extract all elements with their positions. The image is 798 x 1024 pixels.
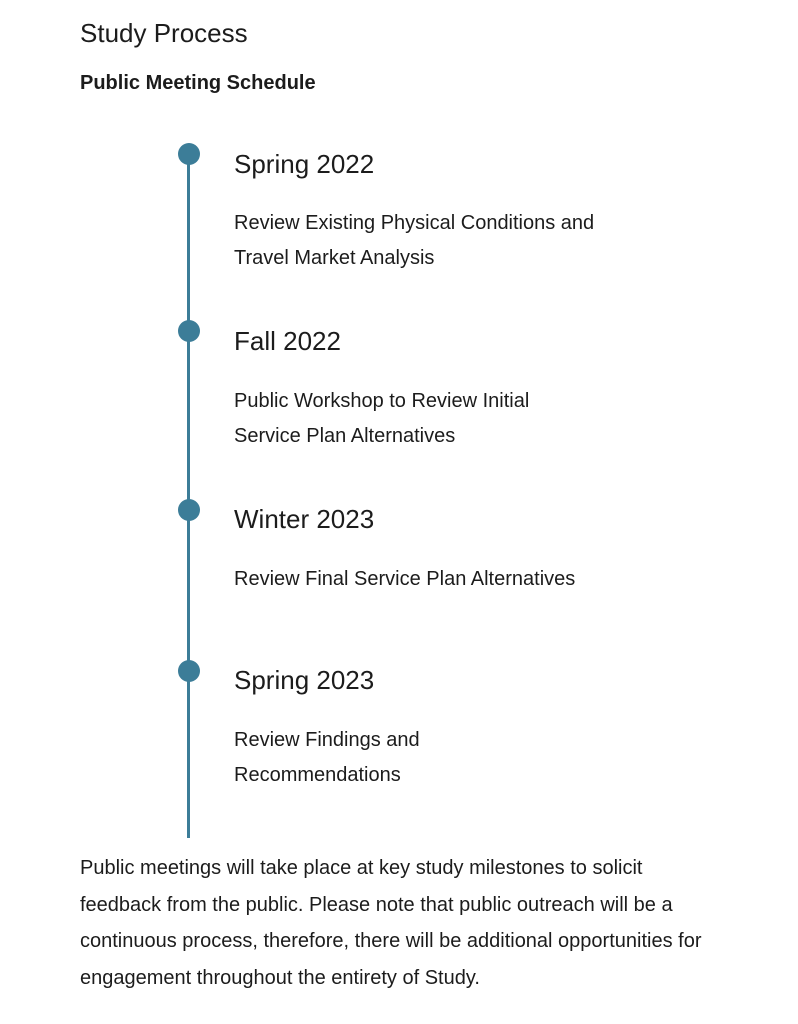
- milestone-date: Spring 2023: [234, 665, 375, 695]
- footer-text: Public meetings will take place at key study milestones to solicit feedback from the public. Please note that public outreach will be a continuous process, therefore, there will be additional opportunities for engagement throughout the entirety of Study.: [80, 857, 702, 989]
- milestone-date: Fall 2022: [234, 326, 341, 356]
- milestone-description: Review Existing Physical Conditions and Travel Market Analysis: [234, 212, 595, 269]
- page-title: Study Process: [80, 18, 248, 48]
- milestone-dot: [178, 143, 200, 165]
- milestone-description: Review Final Service Plan Alternatives: [234, 568, 576, 590]
- milestone-dot: [178, 320, 200, 342]
- section-title: Public Meeting Schedule: [80, 72, 316, 94]
- milestone-dot: [178, 660, 200, 682]
- milestone-date: Winter 2023: [234, 504, 375, 534]
- milestone-date: Spring 2022: [234, 149, 375, 179]
- milestone-description: Review Findings and Recommendations: [234, 729, 420, 786]
- timeline-line: [187, 154, 190, 838]
- milestone-description: Public Workshop to Review Initial Service Plan Alternatives: [234, 390, 530, 447]
- milestone-dot: [178, 499, 200, 521]
